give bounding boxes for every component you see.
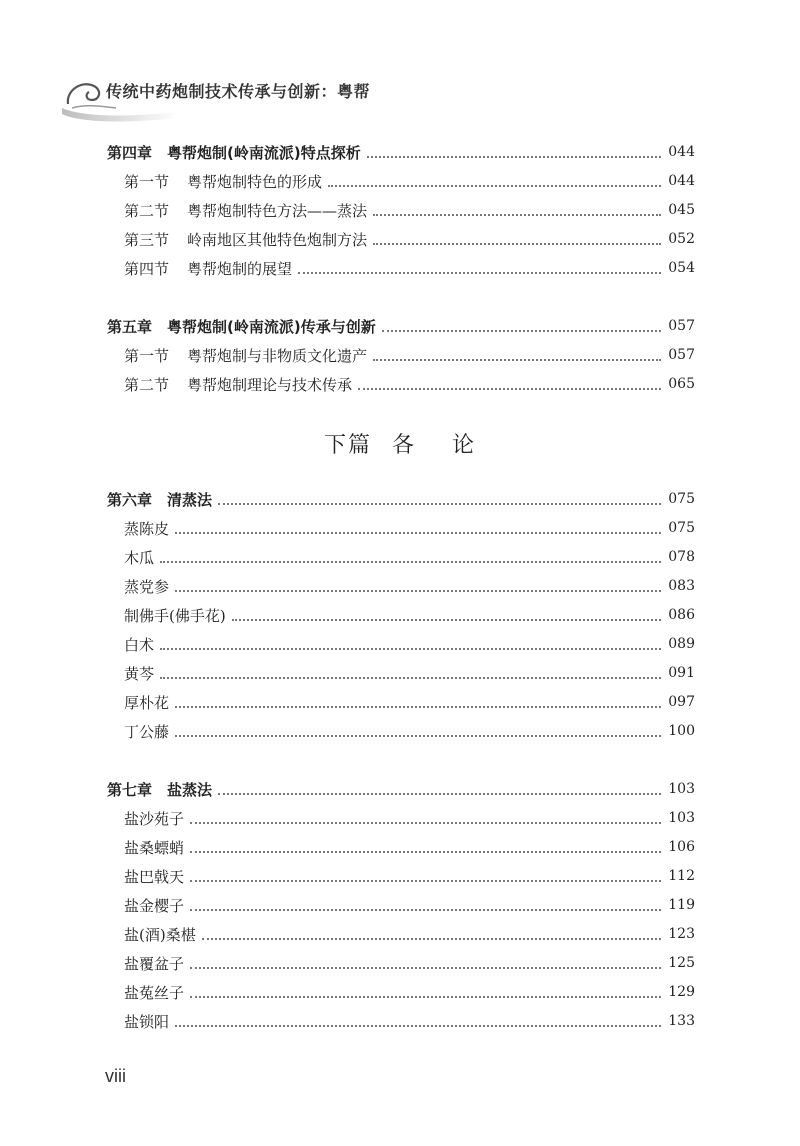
section-label: 第二节 — [124, 375, 170, 394]
section-title: 粤帮炮制特色方法——蒸法 — [187, 201, 368, 220]
toc-entry[interactable] — [124, 720, 695, 742]
dot-leader — [218, 503, 661, 505]
toc-entry[interactable] — [124, 981, 695, 1003]
page-number: 129 — [668, 984, 695, 1000]
dot-leader — [190, 822, 661, 824]
dot-leader — [190, 851, 661, 853]
toc-entry[interactable] — [124, 633, 695, 655]
dot-leader — [190, 967, 661, 969]
dot-leader — [232, 619, 661, 621]
toc-section[interactable] — [124, 199, 695, 221]
dot-leader — [190, 880, 661, 882]
dot-leader — [190, 996, 661, 998]
toc-section[interactable] — [124, 228, 695, 250]
page-number: 075 — [668, 491, 695, 507]
toc-chapter-5[interactable] — [107, 315, 695, 337]
dot-leader — [373, 214, 661, 216]
entry-title: 蒸党参 — [124, 577, 170, 596]
page-number: 106 — [668, 839, 695, 855]
dot-leader — [175, 590, 661, 592]
chapter-title: 第七章 盐蒸法 — [107, 780, 213, 799]
section-label: 第一节 — [124, 346, 170, 365]
section-label: 第一节 — [124, 172, 170, 191]
page-number: 103 — [668, 810, 695, 826]
running-header — [60, 68, 760, 128]
dot-leader — [218, 793, 661, 795]
dot-leader — [175, 1025, 661, 1027]
toc-entry[interactable] — [124, 836, 695, 858]
page-number: 103 — [668, 781, 695, 797]
toc-entry[interactable] — [124, 923, 695, 945]
page-number: 097 — [668, 694, 695, 710]
toc-entry[interactable] — [124, 604, 695, 626]
entry-title: 制佛手(佛手花) — [124, 606, 226, 625]
dot-leader — [160, 561, 661, 563]
dot-leader — [382, 330, 661, 332]
dot-leader — [373, 359, 661, 361]
entry-title: 盐巴戟天 — [124, 867, 185, 886]
page-number: 089 — [668, 636, 695, 652]
chapter-title: 第五章 粤帮炮制(岭南流派)传承与创新 — [107, 317, 376, 336]
toc-chapter-7[interactable] — [107, 778, 695, 800]
entry-title: 木瓜 — [124, 548, 155, 567]
toc-section[interactable] — [124, 257, 695, 279]
entry-title: 盐沙苑子 — [124, 809, 185, 828]
dot-leader — [202, 938, 661, 940]
page-number: 086 — [668, 607, 695, 623]
part-heading-c: 论 — [452, 433, 477, 458]
toc-entry[interactable] — [124, 691, 695, 713]
toc-section[interactable] — [124, 373, 695, 395]
page-number: 112 — [668, 868, 695, 884]
page-number: 065 — [668, 376, 695, 392]
entry-title: 盐金樱子 — [124, 896, 185, 915]
page-number: 133 — [668, 1013, 695, 1029]
part-heading-a: 下篇 — [323, 433, 372, 458]
entry-title: 蒸陈皮 — [124, 519, 170, 538]
part-heading — [0, 428, 800, 459]
page-number: 045 — [668, 202, 695, 218]
entry-title: 盐锁阳 — [124, 1012, 170, 1031]
section-title: 岭南地区其他特色炮制方法 — [187, 230, 368, 249]
toc-entry[interactable] — [124, 952, 695, 974]
page-number: 075 — [668, 520, 695, 536]
page-number: 083 — [668, 578, 695, 594]
section-title: 粤帮炮制理论与技术传承 — [187, 375, 353, 394]
dot-leader — [367, 156, 661, 158]
page-number: 044 — [668, 144, 695, 160]
entry-title: 黄芩 — [124, 664, 155, 683]
toc-section[interactable] — [124, 344, 695, 366]
section-title: 粤帮炮制的展望 — [187, 259, 293, 278]
page-number: 078 — [668, 549, 695, 565]
section-label: 第四节 — [124, 259, 170, 278]
page-number: 054 — [668, 260, 695, 276]
entry-title: 白术 — [124, 635, 155, 654]
chapter-title: 第六章 清蒸法 — [107, 490, 213, 509]
part-heading-b: 各 — [391, 433, 416, 458]
toc-chapter-4[interactable] — [107, 141, 695, 163]
entry-title: 盐菟丝子 — [124, 983, 185, 1002]
dot-leader — [160, 677, 661, 679]
book-title: 传统中药炮制技术传承与创新：粤帮 — [106, 82, 371, 101]
toc-entry[interactable] — [124, 575, 695, 597]
section-title: 粤帮炮制特色的形成 — [187, 172, 323, 191]
page-number: 125 — [668, 955, 695, 971]
page-number: 100 — [668, 723, 695, 739]
dot-leader — [373, 243, 661, 245]
section-label: 第三节 — [124, 230, 170, 249]
toc-chapter-6[interactable] — [107, 488, 695, 510]
toc-entry[interactable] — [124, 662, 695, 684]
page-number: 123 — [668, 926, 695, 942]
dot-leader — [298, 272, 661, 274]
toc-entry[interactable] — [124, 865, 695, 887]
toc-entry[interactable] — [124, 807, 695, 829]
folio-page-number: viii — [105, 1066, 126, 1086]
dot-leader — [160, 648, 661, 650]
section-title: 粤帮炮制与非物质文化遗产 — [187, 346, 368, 365]
dot-leader — [328, 185, 661, 187]
dot-leader — [175, 706, 661, 708]
entry-title: 丁公藤 — [124, 722, 170, 741]
entry-title: 盐桑螵蛸 — [124, 838, 185, 857]
toc-entry[interactable] — [124, 517, 695, 539]
section-label: 第二节 — [124, 201, 170, 220]
page-number: 057 — [668, 318, 695, 334]
toc-section[interactable] — [124, 170, 695, 192]
entry-title: 厚朴花 — [124, 693, 170, 712]
chapter-title: 第四章 粤帮炮制(岭南流派)特点探析 — [107, 143, 361, 162]
page-number: 052 — [668, 231, 695, 247]
toc-entry[interactable] — [124, 546, 695, 568]
dot-leader — [358, 388, 661, 390]
page-number: 057 — [668, 347, 695, 363]
dot-leader — [190, 909, 661, 911]
toc-entry[interactable] — [124, 894, 695, 916]
entry-title: 盐(酒)桑椹 — [124, 925, 196, 944]
entry-title: 盐覆盆子 — [124, 954, 185, 973]
page-number: 044 — [668, 173, 695, 189]
toc-entry[interactable] — [124, 1010, 695, 1032]
dot-leader — [175, 735, 661, 737]
page-number: 091 — [668, 665, 695, 681]
dot-leader — [175, 532, 661, 534]
page-number: 119 — [668, 897, 695, 913]
